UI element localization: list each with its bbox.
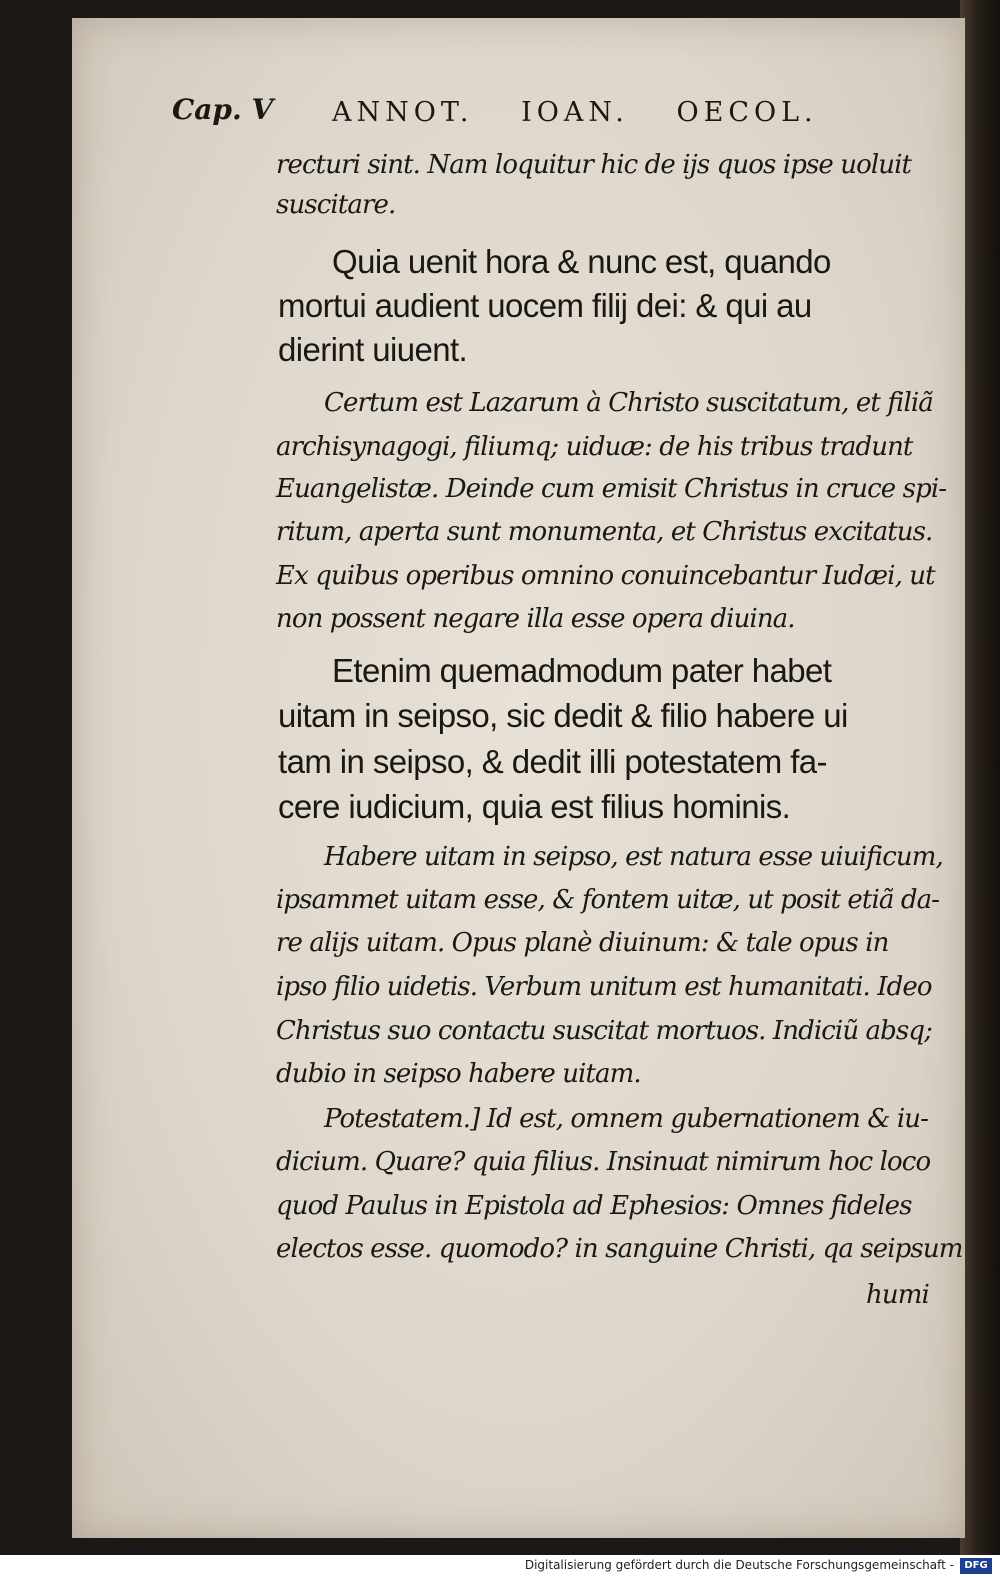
text-line: Ex quibus operibus omnino conuincebantur Iudæi, ut [276, 561, 935, 591]
text-line: Habere uitam in seipso, est natura esse uiuificum, [324, 842, 943, 872]
text-line: tam in seipso, & dedit illi potestatem fa- [278, 743, 827, 780]
text-line: suscitare. [276, 190, 396, 220]
text-line: archisynagogi, filiumq; uiduæ: de his tribus tradunt [276, 432, 913, 462]
running-title-word: OECOL. [676, 97, 818, 128]
page-header [172, 93, 862, 133]
text-line: Etenim quemadmodum pater habet [332, 652, 832, 689]
text-line: mortui audient uocem filij dei: & qui au [278, 287, 812, 324]
text-line: dicium. Quare? quia filius. Insinuat nimirum hoc loco [276, 1147, 931, 1177]
text-line: uitam in seipso, sic dedit & filio habere ui [278, 697, 848, 734]
running-title-word: ANNOT. [332, 97, 474, 128]
text-line: dierint uiuent. [278, 331, 468, 368]
text-line: ipso filio uidetis. Verbum unitum est humanitati. Ideo [276, 972, 932, 1002]
text-line: dubio in seipso habere uitam. [276, 1059, 641, 1089]
text-line: Euangelistæ. Deinde cum emisit Christus in cruce spi- [276, 474, 947, 504]
text-line: cere iudicium, quia est filius hominis. [278, 788, 791, 825]
book-edge [960, 0, 1000, 1555]
text-line: Certum est Lazarum à Christo suscitatum, et filiã [324, 388, 933, 418]
chapter-label: Cap. V [172, 93, 274, 126]
text-line: electos esse. quomodo? in sanguine Christi, qa seipsum [276, 1234, 963, 1264]
text-line: Potestatem.] Id est, omnem gubernationem & iu- [324, 1104, 929, 1134]
text-line: ipsammet uitam esse, & fontem uitæ, ut posit etiã da- [276, 885, 940, 915]
text-line: recturi sint. Nam loquitur hic de ijs quos ipse uoluit [276, 150, 912, 180]
footer-credit: Digitalisierung gefördert durch die Deutsche Forschungsgemeinschaft - [524, 1558, 954, 1572]
text-line: quod Paulus in Epistola ad Ephesios: Omnes fideles [276, 1191, 912, 1221]
digitization-footer [0, 1555, 1000, 1578]
text-line: Quia uenit hora & nunc est, quando [332, 243, 831, 280]
running-title [332, 97, 852, 128]
text-line: non possent negare illa esse opera diuina. [276, 604, 795, 634]
text-line: re alijs uitam. Opus planè diuinum: & tale opus in [276, 928, 889, 958]
dfg-logo: DFG [960, 1558, 992, 1574]
running-title-word: IOAN. [521, 97, 629, 128]
text-line: Christus suo contactu suscitat mortuos. Indiciũ absq; [276, 1016, 932, 1046]
catchword: humi [866, 1280, 929, 1310]
text-line: ritum, aperta sunt monumenta, et Christus excitatus. [276, 517, 933, 547]
